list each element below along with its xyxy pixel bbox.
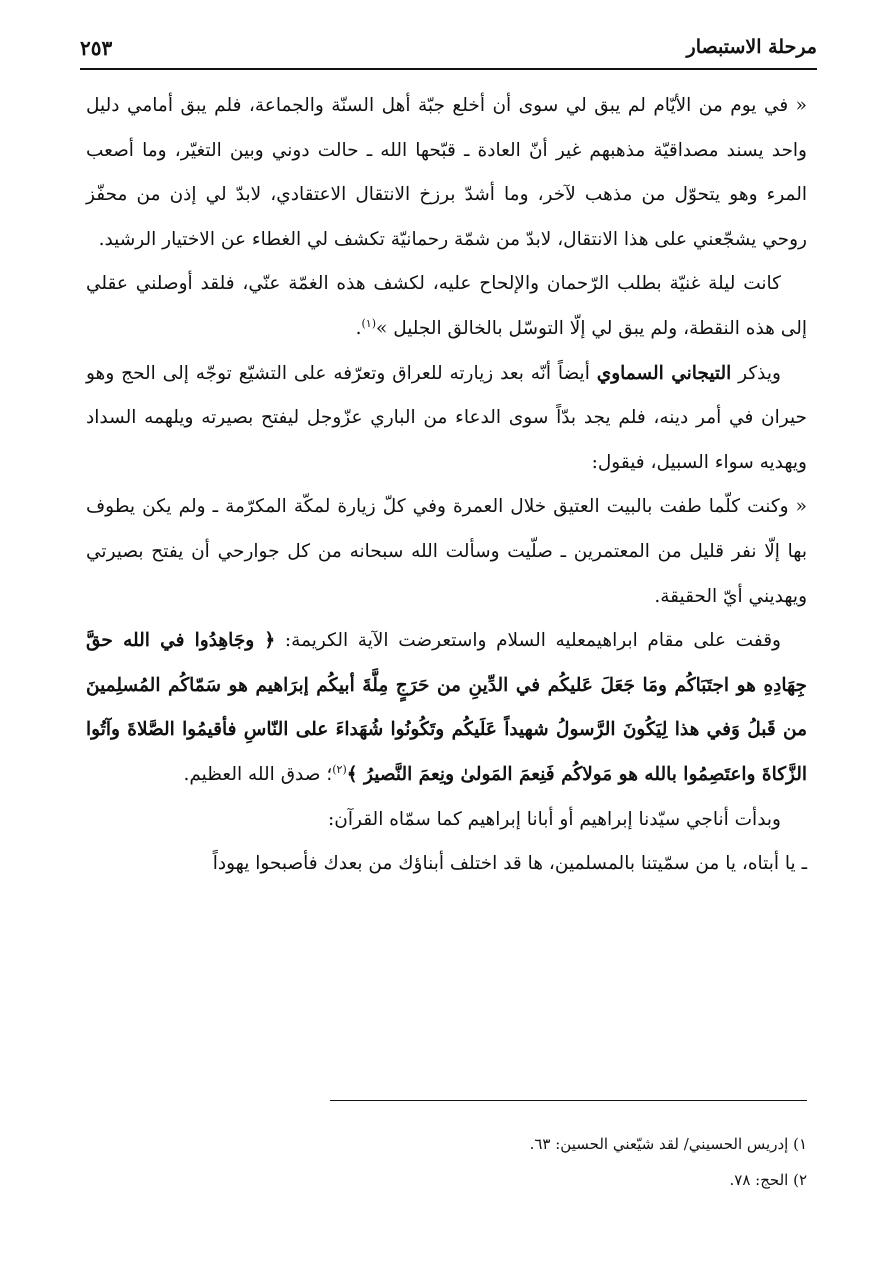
footnote-1: ١) إدريس الحسيني/ لقد شيّعني الحسين: ٦٣. xyxy=(529,1135,807,1153)
page-header xyxy=(80,32,817,64)
paragraph-end: . xyxy=(355,317,362,339)
paragraph-text: وقفت على مقام ابراهيمعليه السلام واستعرضت الآية الكريمة: xyxy=(275,630,781,652)
paragraph-quote-3 xyxy=(86,485,807,619)
author-name: التيجاني السماوي xyxy=(596,362,732,384)
paragraph-text: وبدأت أناجي سيّدنا إبراهيم أو أبانا إبراهيم كما سمّاه القرآن: xyxy=(328,808,781,830)
paragraph-text: « وكنت كلّما طفت بالبيت العتيق خلال العمرة وفي كلّ زيارة لمكّة المكرّمة ـ ولم يكن يطوف بها إلّا نفر قليل من المعتمرين ـ صلّيت وسألت الله سبحانه من كل جوارحي أن يفتح بصيرتي ويهديني أيّ الحقيقة. xyxy=(86,496,807,607)
paragraph-text: كانت ليلة غنيّة بطلب الرّحمان والإلحاح عليه، لكشف هذه الغمّة عنّي، فلقد أوصلني عقلي إلى هذه النقطة، ولم يبق لي إلّا التوسّل بالخالق الجليل » xyxy=(86,273,807,339)
footnote-2: ٢) الحج: ٧٨. xyxy=(729,1171,807,1189)
paragraph-end: ؛ صدق الله العظيم. xyxy=(183,763,333,785)
paragraph-address xyxy=(86,842,807,887)
running-title: مرحلة الاستبصار xyxy=(686,36,817,58)
quran-verse: ﴿ وجَاهِدُوا في الله حقَّ جِهَادِهِ هو اجتَبَاكُم ومَا جَعَلَ عَليكُم في الدِّينِ من حَرَجٍ مِلَّةَ أبيكُم إبرَاهيم هو سَمّاكُم المُسلِمينَ من قَبلُ وَفي هذا لِيَكُونَ الرَّسولُ شهيداً عَلَيكُم وتَكُونُوا شُهَداءَ على النّاسِ فأقيمُوا الصَّلاةَ وآتُوا الزَّكاةَ واعتَصِمُوا بالله هو مَولاكُم فَنِعمَ المَولىٰ ونِعمَ النَّصيرُ ﴾ xyxy=(86,630,807,785)
paragraph-quote-2 xyxy=(86,262,807,351)
paragraph-text: « في يوم من الأيّام لم يبق لي سوى أن أخلع جبّة أهل السنّة والجماعة، فلم يبق أمامي دليل واحد يسند مصداقيّة مذهبهم غير أنّ العادة ـ قبّحها الله ـ حالت دوني وبين التغيّر، وما أصعب المرء وهو يتحوّل من مذهب لآخر، وما أشدّ برزخ الانتقال الاعتقادي، لابدّ لي إذن من محفّز روحي يشجّعني على هذا الانتقال، لابدّ من شمّة رحمانيّة تكشف لي الغطاء عن الاختيار الرشيد. xyxy=(86,95,807,250)
footnote-ref-2: (٢) xyxy=(332,762,347,776)
footnote-ref-1: (١) xyxy=(361,316,377,330)
paragraph-text: ويذكر xyxy=(731,362,781,384)
paragraph-verse xyxy=(86,619,807,797)
paragraph-text: أيضاً أنّه بعد زيارته للعراق وتعرّفه على التشيّع توجّه إلى الحج وهو حيران في أمر دينه، فلم يجد بدّاً سوى الدعاء من الباري عزّوجل ليفتح بصيرته ويلهمه السداد ويهديه سواء السبيل، فيقول: xyxy=(86,362,807,473)
paragraph-supplication xyxy=(86,798,807,843)
body-text xyxy=(86,84,807,887)
footnotes xyxy=(86,1126,807,1198)
header-rule xyxy=(80,68,817,70)
page-number: ٢٥٣ xyxy=(80,36,113,60)
paragraph-text: ـ يا أبتاه، يا من سمّيتنا بالمسلمين، ها قد اختلف أبناؤك من بعدك فأصبحوا يهوداً xyxy=(212,853,807,875)
paragraph-narration xyxy=(86,352,807,486)
footnote-rule xyxy=(330,1100,807,1101)
paragraph-quote-1 xyxy=(86,84,807,262)
